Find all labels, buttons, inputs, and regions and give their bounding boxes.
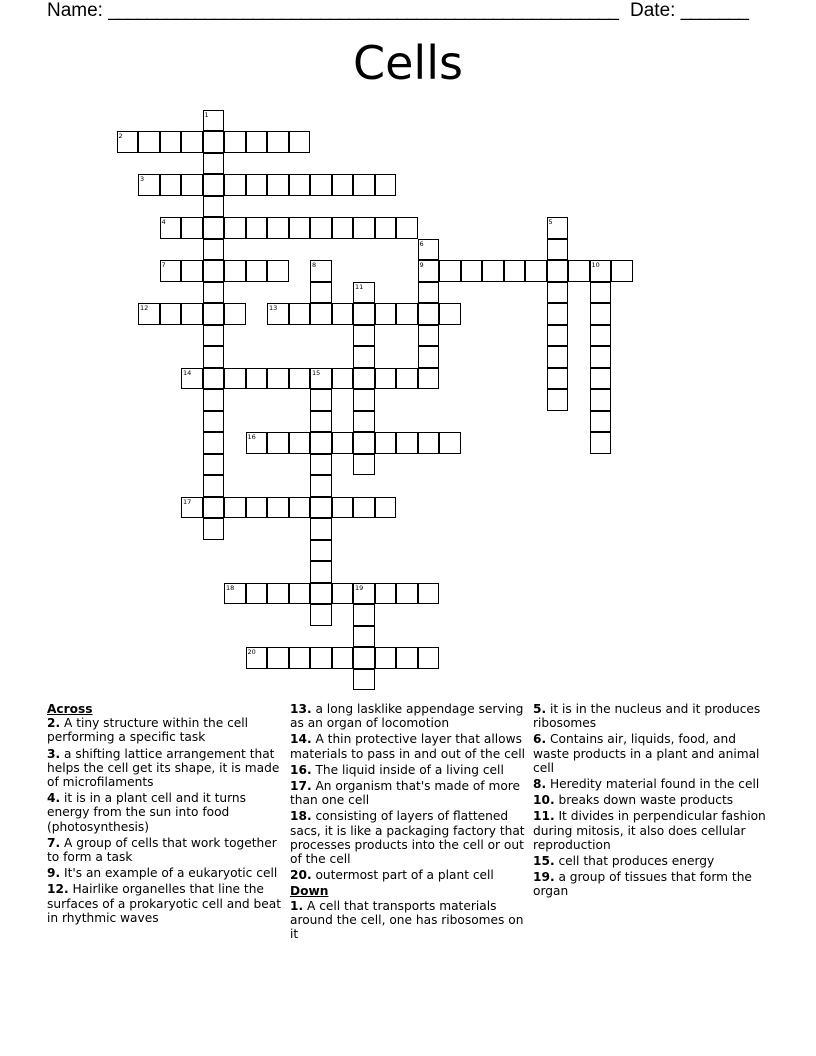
- clue-number: 3.: [47, 746, 61, 761]
- clue-number: 2.: [47, 716, 61, 731]
- grid-cell[interactable]: [375, 217, 397, 239]
- grid-cell[interactable]: [181, 217, 203, 239]
- name-field[interactable]: [47, 0, 618, 22]
- down-heading: Down: [290, 884, 329, 899]
- clue-item: [47, 882, 283, 925]
- grid-cell[interactable]: [160, 131, 182, 153]
- grid-cell[interactable]: [289, 174, 311, 196]
- date-label: Date:: [630, 0, 681, 21]
- grid-cell[interactable]: [547, 368, 569, 390]
- clues-column-2: [290, 702, 526, 943]
- clue-number: 10.: [533, 793, 555, 808]
- grid-cell[interactable]: [246, 174, 268, 196]
- grid-cell[interactable]: [310, 561, 332, 583]
- grid-cell[interactable]: [117, 131, 139, 153]
- clue-number: 12: [140, 304, 149, 312]
- grid-cell[interactable]: [332, 368, 354, 390]
- grid-cell[interactable]: [203, 282, 225, 304]
- grid-cell[interactable]: [353, 454, 375, 476]
- grid-cell[interactable]: [590, 260, 612, 282]
- grid-cell[interactable]: [353, 282, 375, 304]
- grid-cell[interactable]: [547, 217, 569, 239]
- grid-cell[interactable]: [267, 217, 289, 239]
- grid-cell[interactable]: [332, 647, 354, 669]
- clue-number: 1.: [290, 898, 304, 913]
- grid-cell[interactable]: [525, 260, 547, 282]
- page-title: Cells: [353, 36, 463, 90]
- grid-cell[interactable]: [547, 282, 569, 304]
- grid-cell[interactable]: [246, 432, 268, 454]
- clue-item: [290, 702, 526, 730]
- grid-cell[interactable]: [353, 583, 375, 605]
- clue-item: [47, 716, 283, 744]
- clue-number: 17.: [290, 779, 312, 794]
- grid-cell[interactable]: [396, 217, 418, 239]
- clue-item: [533, 793, 769, 807]
- grid-cell[interactable]: [246, 217, 268, 239]
- grid-cell[interactable]: [418, 583, 440, 605]
- grid-cell[interactable]: [224, 497, 246, 519]
- grid-cell[interactable]: [332, 583, 354, 605]
- grid-cell[interactable]: [203, 153, 225, 175]
- grid-cell[interactable]: [375, 497, 397, 519]
- grid-cell[interactable]: [203, 368, 225, 390]
- grid-cell[interactable]: [246, 368, 268, 390]
- grid-cell[interactable]: [439, 260, 461, 282]
- grid-cell[interactable]: [310, 647, 332, 669]
- clue-number: 15.: [533, 854, 555, 869]
- grid-cell[interactable]: [203, 303, 225, 325]
- clue-number: 5: [548, 218, 553, 226]
- grid-cell[interactable]: [289, 303, 311, 325]
- grid-cell[interactable]: [590, 346, 612, 368]
- grid-cell[interactable]: [267, 303, 289, 325]
- date-line: _______: [680, 0, 749, 21]
- grid-cell[interactable]: [375, 432, 397, 454]
- grid-cell[interactable]: [353, 626, 375, 648]
- clue-text: it is in a plant cell and it turns energy from the sun into food (photosynthesis): [47, 791, 247, 834]
- clue-number: 18: [226, 583, 235, 592]
- grid-cell[interactable]: [203, 497, 225, 519]
- grid-cell[interactable]: [504, 260, 526, 282]
- clue-number: 20.: [290, 868, 312, 883]
- clue-number: 13: [269, 304, 278, 312]
- grid-cell[interactable]: [439, 432, 461, 454]
- clue-number: 19: [355, 583, 364, 592]
- grid-cell[interactable]: [396, 368, 418, 390]
- grid-cell[interactable]: [418, 303, 440, 325]
- clue-number: 1: [204, 110, 209, 119]
- grid-cell[interactable]: [160, 260, 182, 282]
- clue-number: 20: [247, 648, 256, 656]
- grid-cell[interactable]: [353, 389, 375, 411]
- clue-number: 6: [419, 239, 424, 248]
- grid-cell[interactable]: [267, 131, 289, 153]
- grid-cell[interactable]: [353, 346, 375, 368]
- grid-cell[interactable]: [439, 303, 461, 325]
- grid-cell[interactable]: [267, 583, 289, 605]
- grid-cell[interactable]: [547, 325, 569, 347]
- clue-number: 9: [419, 261, 424, 269]
- clue-number: 14.: [290, 732, 312, 747]
- grid-cell[interactable]: [224, 303, 246, 325]
- grid-cell[interactable]: [203, 432, 225, 454]
- clue-text: it is in the nucleus and it produces ribosomes: [533, 702, 761, 731]
- clue-text: A cell that transports materials around the cell, one has ribosomes on it: [290, 898, 524, 942]
- grid-cell[interactable]: [547, 260, 569, 282]
- clue-text: breaks down waste products: [554, 793, 734, 808]
- clue-number: 13.: [290, 702, 312, 716]
- grid-cell[interactable]: [418, 260, 440, 282]
- grid-cell[interactable]: [289, 583, 311, 605]
- clue-item: [47, 791, 283, 834]
- grid-cell[interactable]: [203, 217, 225, 239]
- clue-item: [533, 809, 769, 852]
- grid-cell[interactable]: [396, 432, 418, 454]
- clue-text: outermost part of a plant cell: [311, 868, 494, 883]
- clue-item: [290, 763, 526, 777]
- grid-cell[interactable]: [224, 260, 246, 282]
- grid-cell[interactable]: [181, 174, 203, 196]
- clue-number: 7.: [47, 835, 61, 850]
- grid-cell[interactable]: [224, 131, 246, 153]
- grid-cell[interactable]: [246, 497, 268, 519]
- grid-cell[interactable]: [203, 518, 225, 540]
- grid-cell[interactable]: [353, 174, 375, 196]
- grid-cell[interactable]: [353, 325, 375, 347]
- grid-cell[interactable]: [418, 346, 440, 368]
- grid-cell[interactable]: [267, 432, 289, 454]
- grid-cell[interactable]: [396, 647, 418, 669]
- clue-text: a group of tissues that form the organ: [533, 870, 752, 899]
- clue-number: 11: [355, 282, 364, 291]
- grid-cell[interactable]: [590, 389, 612, 411]
- grid-cell[interactable]: [267, 368, 289, 390]
- grid-cell[interactable]: [353, 497, 375, 519]
- grid-cell[interactable]: [224, 368, 246, 390]
- grid-cell[interactable]: [289, 497, 311, 519]
- grid-cell[interactable]: [332, 432, 354, 454]
- grid-cell[interactable]: [418, 282, 440, 304]
- grid-cell[interactable]: [310, 432, 332, 454]
- clue-number: 17: [183, 497, 192, 506]
- clue-item: [47, 866, 283, 880]
- clue-number: 5.: [533, 702, 547, 716]
- clues-column-1: [47, 702, 283, 927]
- clue-text: Heredity material found in the cell: [546, 777, 760, 792]
- grid-cell[interactable]: [310, 174, 332, 196]
- grid-cell[interactable]: [418, 432, 440, 454]
- grid-cell[interactable]: [289, 131, 311, 153]
- clue-item: [533, 777, 769, 791]
- grid-cell[interactable]: [353, 604, 375, 626]
- clue-item: [533, 870, 769, 898]
- clue-number: 11.: [533, 809, 555, 824]
- grid-cell[interactable]: [160, 303, 182, 325]
- clue-number: 15: [312, 368, 321, 377]
- grid-cell[interactable]: [353, 411, 375, 433]
- grid-cell[interactable]: [181, 368, 203, 390]
- grid-cell[interactable]: [181, 260, 203, 282]
- clue-number: 8: [312, 261, 317, 269]
- grid-cell[interactable]: [310, 604, 332, 626]
- clue-number: 8.: [533, 777, 547, 792]
- grid-cell[interactable]: [375, 583, 397, 605]
- clue-text: An organism that's made of more than one cell: [290, 779, 521, 808]
- grid-cell[interactable]: [267, 174, 289, 196]
- grid-cell[interactable]: [332, 217, 354, 239]
- grid-cell[interactable]: [310, 475, 332, 497]
- grid-cell[interactable]: [246, 647, 268, 669]
- grid-cell[interactable]: [396, 303, 418, 325]
- grid-cell[interactable]: [590, 282, 612, 304]
- grid-cell[interactable]: [160, 217, 182, 239]
- grid-cell[interactable]: [203, 174, 225, 196]
- grid-cell[interactable]: [310, 540, 332, 562]
- grid-cell[interactable]: [310, 303, 332, 325]
- grid-cell[interactable]: [203, 239, 225, 261]
- grid-cell[interactable]: [310, 282, 332, 304]
- clue-item: [290, 899, 526, 942]
- clue-number: 16.: [290, 762, 312, 777]
- grid-cell[interactable]: [590, 432, 612, 454]
- grid-cell[interactable]: [310, 368, 332, 390]
- clue-item: [290, 809, 526, 866]
- grid-cell[interactable]: [160, 174, 182, 196]
- clue-item: [47, 836, 283, 864]
- date-field[interactable]: [630, 0, 748, 22]
- clue-text: The liquid inside of a living cell: [311, 762, 504, 777]
- clue-number: 9.: [47, 866, 61, 881]
- grid-cell[interactable]: [375, 303, 397, 325]
- grid-cell[interactable]: [375, 647, 397, 669]
- grid-cell[interactable]: [568, 260, 590, 282]
- grid-cell[interactable]: [289, 647, 311, 669]
- grid-cell[interactable]: [310, 217, 332, 239]
- grid-cell[interactable]: [418, 368, 440, 390]
- clue-number: 14: [183, 368, 192, 377]
- clue-number: 7: [161, 261, 166, 269]
- clue-text: Contains air, liquids, food, and waste products in a plant and animal cell: [533, 732, 760, 775]
- grid-cell[interactable]: [267, 497, 289, 519]
- grid-cell[interactable]: [611, 260, 633, 282]
- grid-cell[interactable]: [310, 497, 332, 519]
- clue-number: 6.: [533, 732, 547, 747]
- grid-cell[interactable]: [181, 497, 203, 519]
- grid-cell[interactable]: [181, 303, 203, 325]
- grid-cell[interactable]: [224, 174, 246, 196]
- grid-cell[interactable]: [138, 174, 160, 196]
- clue-item: [290, 779, 526, 807]
- grid-cell[interactable]: [590, 368, 612, 390]
- grid-cell[interactable]: [482, 260, 504, 282]
- grid-cell[interactable]: [246, 583, 268, 605]
- clue-item: [533, 702, 769, 730]
- clue-text: consisting of layers of flattened sacs, it is like a packaging factory that processes products into the cell or out of the cell: [290, 809, 525, 867]
- grid-cell[interactable]: [375, 368, 397, 390]
- grid-cell[interactable]: [181, 131, 203, 153]
- grid-cell[interactable]: [310, 518, 332, 540]
- grid-cell[interactable]: [418, 647, 440, 669]
- name-label: Name:: [47, 0, 109, 21]
- grid-cell[interactable]: [353, 303, 375, 325]
- grid-cell[interactable]: [203, 131, 225, 153]
- clue-number: 19.: [533, 870, 555, 885]
- clues-column-3: [533, 702, 769, 901]
- grid-cell[interactable]: [224, 583, 246, 605]
- grid-cell[interactable]: [138, 131, 160, 153]
- grid-cell[interactable]: [590, 411, 612, 433]
- grid-cell[interactable]: [203, 475, 225, 497]
- grid-cell[interactable]: [547, 303, 569, 325]
- grid-cell[interactable]: [246, 260, 268, 282]
- grid-cell[interactable]: [332, 497, 354, 519]
- grid-cell[interactable]: [289, 217, 311, 239]
- clue-text: a shifting lattice arrangement that helps the cell get its shape, it is made of microfilaments: [47, 746, 280, 790]
- grid-cell[interactable]: [246, 131, 268, 153]
- clue-number: 4.: [47, 791, 61, 806]
- grid-cell[interactable]: [224, 217, 246, 239]
- grid-cell[interactable]: [590, 303, 612, 325]
- grid-cell[interactable]: [353, 647, 375, 669]
- grid-cell[interactable]: [310, 260, 332, 282]
- grid-cell[interactable]: [547, 389, 569, 411]
- clue-number: 12.: [47, 882, 69, 897]
- grid-cell[interactable]: [289, 368, 311, 390]
- clue-text: A tiny structure within the cell performing a specific task: [47, 716, 249, 745]
- clue-text: A group of cells that work together to form a task: [47, 835, 277, 865]
- grid-cell[interactable]: [375, 174, 397, 196]
- grid-cell[interactable]: [138, 303, 160, 325]
- grid-cell[interactable]: [203, 110, 225, 132]
- grid-cell[interactable]: [203, 196, 225, 218]
- grid-cell[interactable]: [547, 239, 569, 261]
- clue-number: 18.: [290, 809, 312, 824]
- grid-cell[interactable]: [353, 669, 375, 691]
- grid-cell[interactable]: [203, 325, 225, 347]
- clue-text: Hairlike organelles that line the surfaces of a prokaryotic cell and beat in rhythmic waves: [47, 882, 282, 925]
- across-heading: Across: [47, 702, 93, 716]
- clue-item: [533, 732, 769, 775]
- grid-cell[interactable]: [310, 583, 332, 605]
- clue-item: [290, 868, 526, 882]
- grid-cell[interactable]: [203, 260, 225, 282]
- grid-cell[interactable]: [289, 432, 311, 454]
- grid-cell[interactable]: [310, 411, 332, 433]
- grid-cell[interactable]: [203, 454, 225, 476]
- grid-cell[interactable]: [418, 239, 440, 261]
- grid-cell[interactable]: [547, 346, 569, 368]
- grid-cell[interactable]: [203, 411, 225, 433]
- clue-text: It divides in perpendicular fashion during mitosis, it also does cellular reproduction: [533, 809, 766, 852]
- grid-cell[interactable]: [353, 368, 375, 390]
- grid-cell[interactable]: [203, 346, 225, 368]
- clue-item: [533, 854, 769, 868]
- grid-cell[interactable]: [353, 432, 375, 454]
- clue-item: [47, 747, 283, 790]
- grid-cell[interactable]: [396, 583, 418, 605]
- clue-number: 2: [118, 132, 123, 140]
- grid-cell[interactable]: [267, 647, 289, 669]
- clue-text: A thin protective layer that allows materials to pass in and out of the cell: [290, 732, 526, 761]
- clue-number: 10: [591, 261, 600, 269]
- grid-cell[interactable]: [332, 174, 354, 196]
- clue-number: 16: [247, 433, 256, 441]
- clue-text: a long lasklike appendage serving as an organ of locomotion: [290, 702, 524, 731]
- clue-text: It's an example of a eukaryotic cell: [60, 866, 278, 881]
- grid-cell[interactable]: [310, 454, 332, 476]
- name-line: _____________________________________________________: [108, 0, 618, 21]
- grid-cell[interactable]: [310, 389, 332, 411]
- grid-cell[interactable]: [332, 303, 354, 325]
- clue-number: 3: [140, 175, 145, 183]
- clue-item: [290, 732, 526, 760]
- clue-text: cell that produces energy: [554, 854, 715, 869]
- grid-cell[interactable]: [203, 389, 225, 411]
- clue-number: 4: [161, 218, 166, 226]
- grid-cell[interactable]: [267, 260, 289, 282]
- grid-cell[interactable]: [590, 325, 612, 347]
- grid-cell[interactable]: [461, 260, 483, 282]
- grid-cell[interactable]: [418, 325, 440, 347]
- grid-cell[interactable]: [353, 217, 375, 239]
